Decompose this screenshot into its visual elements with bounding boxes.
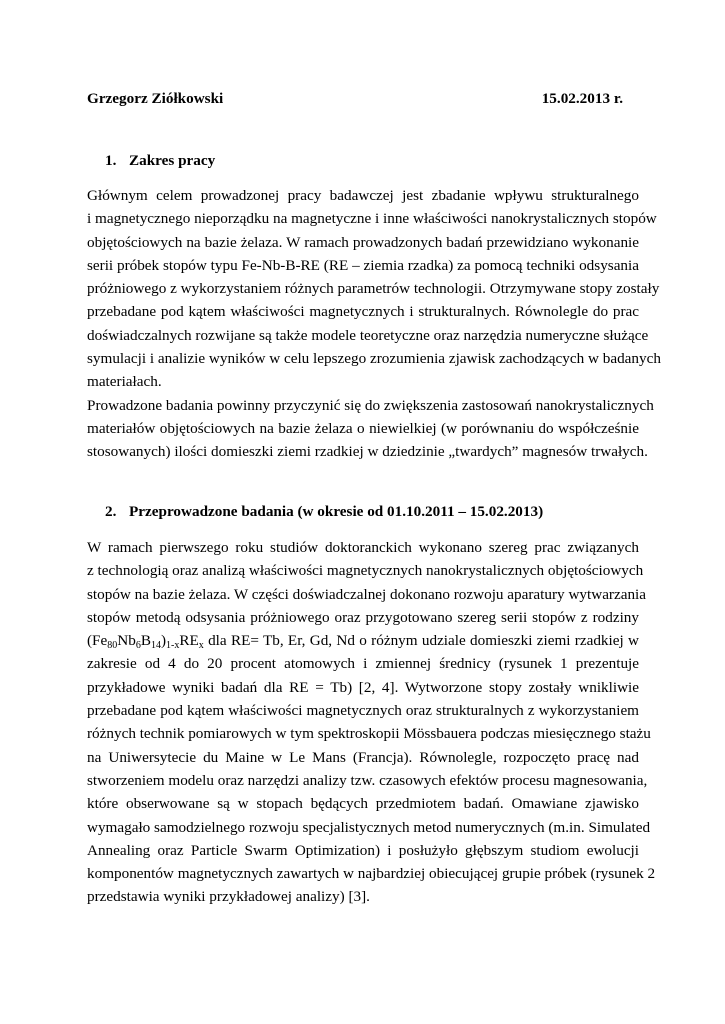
- section-1-paragraph-1: [87, 184, 661, 464]
- formula-b: B: [140, 632, 151, 650]
- section-2-heading: [105, 502, 543, 522]
- section-1-title: Zakres pracy: [129, 152, 216, 169]
- text-line: na Uniwersytecie du Maine w Le Mans (Francja). Równolegle, rozpoczęto pracę nad: [87, 748, 639, 766]
- section-1-heading: [105, 151, 215, 171]
- formula-fe-subscript: 80: [107, 640, 118, 652]
- formula-group-subscript: 1-x: [166, 640, 180, 652]
- text-line: wymagało samodzielnego rozwoju specjalistycznych metod numerycznych (m.in. Simulated: [87, 818, 651, 836]
- text-line: przykładowe wyniki badań dla RE = Tb) [2, 4]. Wytworzone stopy zostały wnikliwie: [87, 678, 639, 696]
- text-line: objętościowych na bazie żelaza. W ramach prowadzonych badań przewidziano wykonanie: [87, 233, 639, 251]
- section-2-number: 2.: [105, 503, 117, 520]
- text-line: i magnetycznego nieporządku na magnetyczne i inne właściwości nanokrystalicznych stopów: [87, 210, 657, 228]
- text-line: różnych technik pomiarowych w tym spektroskopii Mössbauera podczas miesięcznego stażu: [87, 725, 651, 743]
- text-line: z technologią oraz analizą właściwości magnetycznych nanokrystalicznych objętościowych: [87, 562, 644, 580]
- text-line: materiałów objętościowych na bazie żelaza o niewielkiej (w porównaniu do współcześnie: [87, 419, 639, 437]
- formula-re-subscript: x: [198, 640, 204, 652]
- text-line: Annealing oraz Particle Swarm Optimization) i posłużyło głębszym studiom ewolucji: [87, 841, 639, 859]
- text-line: przebadane pod kątem właściwości magnetycznych oraz strukturalnych z wykorzystaniem: [87, 702, 639, 720]
- text-line: materiałach.: [87, 373, 162, 391]
- text-line: zakresie od 4 do 20 procent atomowych i zmiennej średnicy (rysunek 1 prezentuje: [87, 655, 639, 673]
- text-line: stopów na bazie żelaza. W części doświadczalnej dokonano rozwoju aparatury wytwarzania: [87, 585, 647, 603]
- text-line: stopów metodą odsysania próżniowego oraz przygotowano szereg serii stopów z rodziny: [87, 608, 639, 626]
- formula-rest: dla RE= Tb, Er, Gd, Nd o różnym udziale domieszki ziemi rzadkiej w: [203, 632, 639, 650]
- section-2-paragraph: [87, 536, 656, 909]
- formula-b-subscript: 14: [150, 640, 161, 652]
- text-line: przebadane pod kątem właściwości magnetycznych i strukturalnych. Równolegle do prac: [87, 303, 639, 321]
- text-line: które obserwowane są w stopach będących przedmiotem badań. Omawiane zjawisko: [87, 795, 639, 813]
- section-1-number: 1.: [105, 152, 117, 169]
- text-line: symulacji i analizie wyników w celu lepszego zrozumienia zjawisk zachodzących w badanych: [87, 350, 661, 368]
- formula-line: [87, 629, 639, 652]
- formula-nb-subscript: 6: [135, 640, 141, 652]
- text-line: serii próbek stopów typu Fe-Nb-B-RE (RE – ziemia rzadka) za pomocą techniki odsysania: [87, 256, 639, 274]
- formula-re: RE: [179, 632, 199, 650]
- text-line: stosowanych) ilości domieszki ziemi rzadkiej w dziedzinie „twardych” magnesów trwałych.: [87, 443, 648, 461]
- author-name: Grzegorz Ziółkowski: [87, 90, 224, 107]
- formula-fe: (Fe: [87, 632, 108, 650]
- document-date: 15.02.2013 r.: [541, 90, 623, 107]
- text-line: Głównym celem prowadzonej pracy badawczej jest zbadanie wpływu strukturalnego: [87, 187, 639, 204]
- formula-close-paren: ): [160, 632, 167, 650]
- text-line: komponentów magnetycznych zawartych w najbardziej obiecującej grupie próbek (rysunek 2: [87, 865, 656, 883]
- text-line: Prowadzone badania powinny przyczynić się do zwiększenia zastosowań nanokrystalicznych: [87, 396, 654, 414]
- section-2-title: Przeprowadzone badania (w okresie od 01.10.2011 – 15.02.2013): [129, 503, 544, 520]
- text-line: doświadczalnych rozwijane są także modele teoretyczne oraz narzędzia numeryczne służące: [87, 326, 649, 344]
- text-line: próżniowego z wykorzystaniem różnych parametrów technologii. Otrzymywane stopy zostały: [87, 280, 660, 298]
- formula-nb: Nb: [117, 632, 136, 650]
- text-line: przedstawia wyniki przykładowej analizy) [3].: [87, 888, 370, 906]
- text-line: stworzeniem modelu oraz narzędzi analizy tzw. czasowych efektów procesu magnesowania,: [87, 771, 648, 789]
- text-line: W ramach pierwszego roku studiów doktoranckich wykonano szereg prac związanych: [87, 539, 639, 556]
